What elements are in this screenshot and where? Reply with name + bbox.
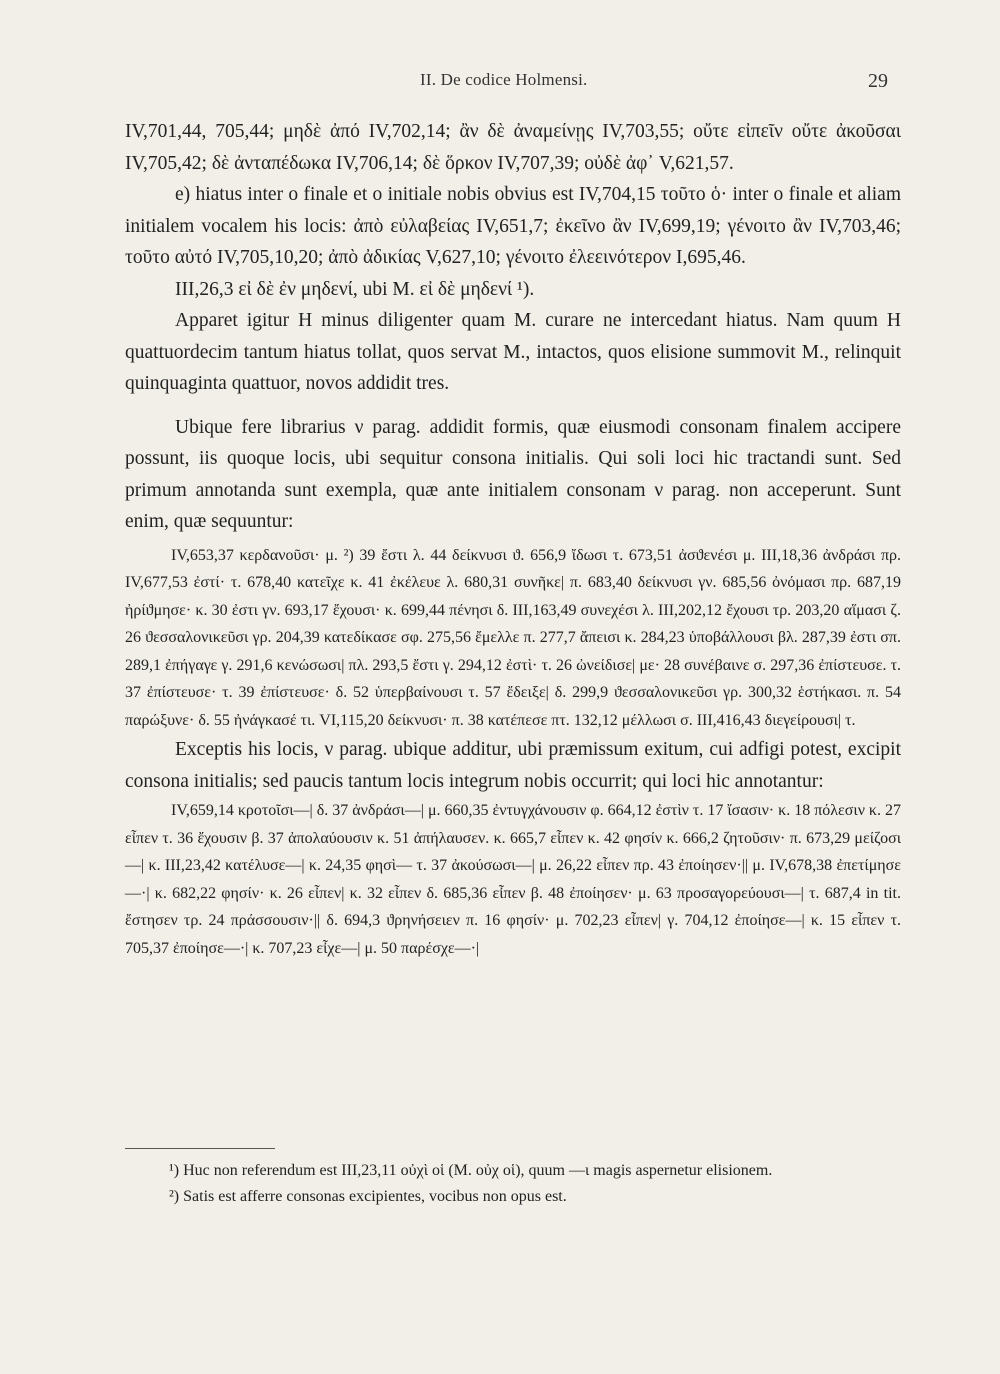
footnote-2: ²) Satis est afferre consonas excipientes, vocibus non opus est. [169,1188,567,1205]
footnote-rule [125,1148,275,1149]
footnotes [125,1160,901,1212]
example-list-1 [125,542,901,735]
example-list-2 [125,797,901,962]
paragraph-continuation: IV,701,44, 705,44; μηδὲ ἀπό IV,702,14; ἂν δὲ ἀναμείνῃς IV,703,55; οὔτε εἰπεῖν οὔτε ἀκοῦσαι IV,705,42; δὲ ἀνταπέδωκα IV,706,14; δὲ ὅρκον IV,707,39; οὐδὲ ἀφ᾽ V,621,57. [125,121,901,174]
running-title: II. De codice Holmensi. [420,70,588,89]
paragraph-ubique: Ubique fere librarius ν parag. addidit formis, quæ eiusmodi consonam finalem accipere possunt, iis quoque locis, ubi sequitur consona initialis. Qui soli loci hic tractandi sunt. Sed primum annotanda sunt exempla, quæ ante initialem consonam ν parag. non acceperunt. Sunt enim, quæ sequuntur: [125,416,901,532]
example-list-2-text: IV,659,14 κροτοῖσι—| δ. 37 ἀνδράσι—| μ. 660,35 ἐντυγχάνουσιν φ. 664,12 ἐστὶν τ. 17 ἴσασιν· κ. 18 πόλεσιν κ. 27 εἶπεν τ. 36 ἔχουσιν β. 37 ἀπολαύουσιν κ. 51 ἀπήλαυσεν. κ. 665,7 εἶπεν κ. 42 φησίν κ. 666,2 ζητοῦσιν· π. 673,29 μείζοσι—| κ. III,23,42 κατέλυσε—| κ. 24,35 φησὶ— τ. 37 ἀκούσωσι—| μ. 26,22 εἶπεν πρ. 43 ἐποίησεν·|| μ. IV,678,38 ἐπετίμησε—·| κ. 682,22 φησίν· κ. 26 εἶπεν| κ. 32 εἶπεν δ. 685,36 εἶπεν β. 48 ἐποίησεν· μ. 63 προσαγορεύουσι—| τ. 687,4 in tit. ἔστησεν τρ. 24 πράσσουσιν·|| δ. 694,3 ϑρηνήσειεν π. 16 φησίν· μ. 702,23 εἶπεν| γ. 704,12 ἐποίησε—| κ. 15 εἶπεν τ. 705,37 ἐποίησε—·| κ. 707,23 εἶχε—| μ. 50 παρέσχε—·| [125,802,901,957]
footnote-1: ¹) Huc non referendum est III,23,11 οὐχὶ οἱ (M. οὐχ οἱ), quum —ι magis aspernetur elisionem. [169,1162,773,1179]
paragraph-apparet: Apparet igitur H minus diligenter quam M. curare ne intercedant hiatus. Nam quum H quattuordecim tantum hiatus tollat, quos servat M., intactos, quos elisione summovit M., relinquit quinquaginta quattuor, novos addidit tres. [125,310,901,394]
page-number: 29 [868,70,888,92]
paragraph-hiatus-e: e) hiatus inter ο finale et ο initiale nobis obvius est IV,704,15 τοῦτο ὁ· inter ο finale et aliam initialem vocalem his locis: ἀπὸ εὐλαβείας IV,651,7; ἐκεῖνο ἂν IV,699,19; γένοιτο ἂν IV,703,46; τοῦτο αὐτό IV,705,10,20; ἀπὸ ἀδικίας V,627,10; γένοιτο ἐλεεινότερον I,695,46. [125,184,901,268]
main-text [125,116,901,962]
paragraph-exceptis: Exceptis his locis, ν parag. ubique additur, ubi præmissum exitum, cui adfigi potest, excipit consona initialis; sed paucis tantum locis integrum nobis occurrit; qui loci hic annotantur: [125,739,901,792]
example-list-1-text: IV,653,37 κερδανοῦσι· μ. ²) 39 ἔστι λ. 44 δείκνυσι ϑ. 656,9 ἴδωσι τ. 673,51 ἀσϑενέσι μ. III,18,36 ἀνδράσι πρ. IV,677,53 ἐστί· τ. 678,40 κατεῖχε κ. 41 ἐκέλευε λ. 680,31 συνῆκε| π. 683,40 δείκνυσι γν. 685,56 ὀνόμασι πρ. 687,19 ἠρίϑμησε· κ. 30 ἐστι γν. 693,17 ἔχουσι· κ. 699,44 πένησι δ. III,163,49 συνεχέσι λ. III,202,12 ἔχουσι τρ. 203,20 αἵμασι ζ. 26 ϑεσσαλονικεῦσι γρ. 204,39 κατεδίκασε σφ. 275,56 ἔμελλε π. 277,7 ἄπεισι κ. 284,23 ὑποβάλλουσι βλ. 287,39 ἐστι σπ. 289,1 ἐπήγαγε γ. 291,6 κενώσωσι| πλ. 293,5 ἔστι γ. 294,12 ἐστὶ· τ. 26 ὠνείδισε| με· 28 συνέβαινε σ. 297,36 ἐπίστευσε. τ. 37 ἐπίστευσε· τ. 39 ἐπίστευσε· δ. 52 ὑπερβαίνουσι τ. 57 ἔδειξε| δ. 299,9 ϑεσσαλονικεῦσι γρ. 300,32 ἑστήκασι. π. 54 παρώξυνε· δ. 55 ἠνάγκασέ τι. VI,115,20 δείκνυσι· π. 38 κατέπεσε πτ. 132,12 μέλλωσι σ. III,416,43 διεγείρουσι| τ. [125,546,901,729]
paragraph-example: III,26,3 εἰ δὲ ἐν μηδενί, ubi M. εἰ δὲ μηδενί ¹). [175,278,535,300]
